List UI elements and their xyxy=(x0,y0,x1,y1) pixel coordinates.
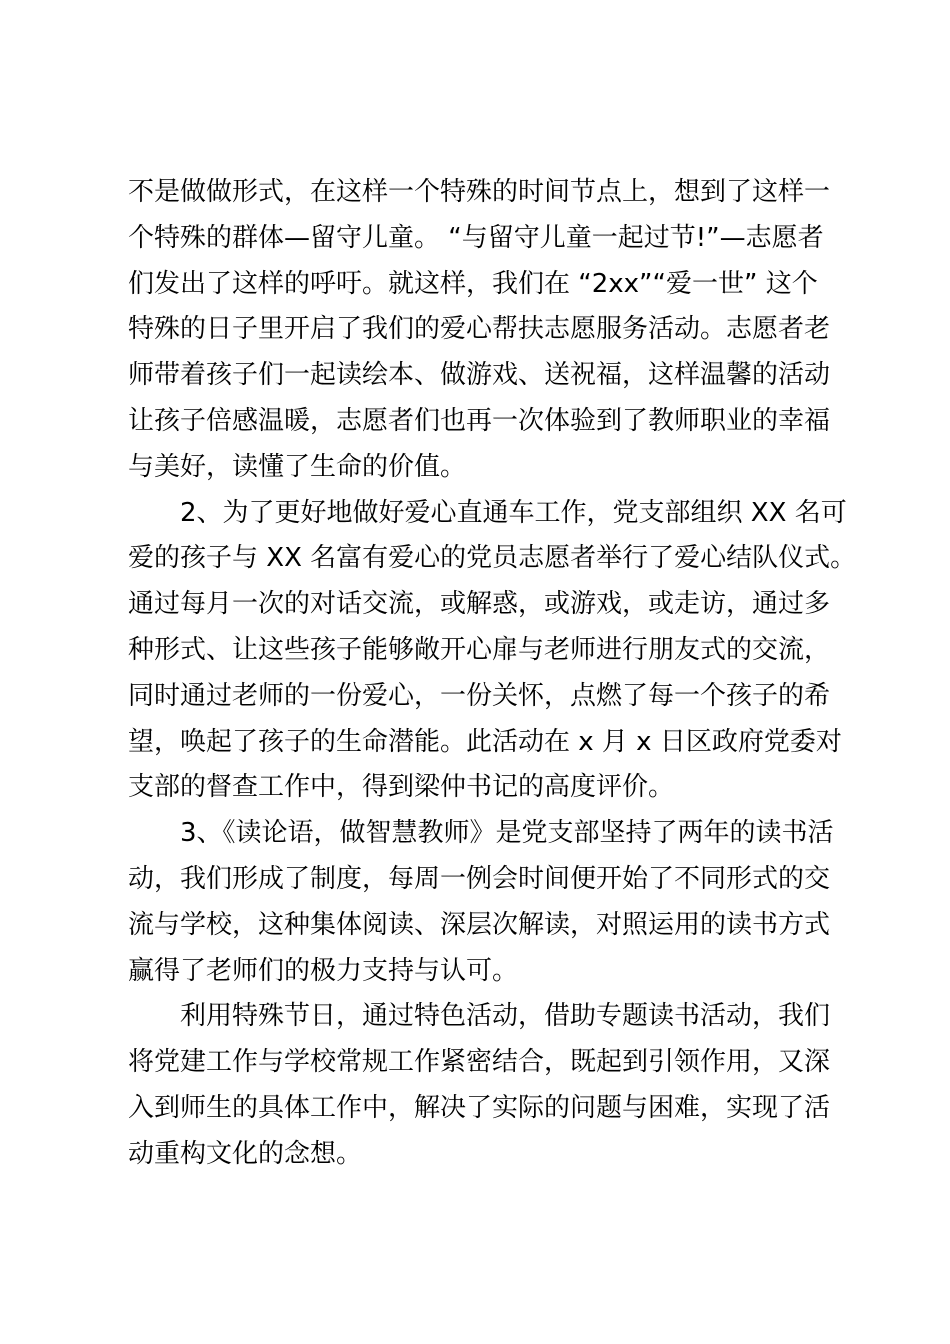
paragraph-summary xyxy=(128,994,848,1177)
body-text xyxy=(128,170,857,1178)
text-line: 流与学校，这种集体阅读、深层次解读，对照运用的读书方式 xyxy=(128,909,831,940)
text-line: 支部的督查工作中，得到梁仲书记的高度评价。 xyxy=(128,772,675,803)
text-line: 赢得了老师们的极力支持与认可。 xyxy=(128,955,519,986)
paragraph-item-3 xyxy=(128,811,848,994)
text-line: 个特殊的群体—留守儿童。 “与留守儿童一起过节!”—志愿者 xyxy=(128,222,824,253)
text-line: 种形式、让这些孩子能够敞开心扉与老师进行朋友式的交流， xyxy=(128,634,831,665)
paragraph-item-2 xyxy=(128,491,857,812)
text-line: 特殊的日子里开启了我们的爱心帮扶志愿服务活动。志愿者老 xyxy=(128,314,831,345)
text-line: 师带着孩子们一起读绘本、做游戏、送祝福，这样温馨的活动 xyxy=(128,360,831,391)
text-line: 不是做做形式，在这样一个特殊的时间节点上，想到了这样一 xyxy=(128,177,831,207)
text-line: 将党建工作与学校常规工作紧密结合，既起到引领作用，又深 xyxy=(128,1047,831,1078)
text-line: 动重构文化的念想。 xyxy=(128,1138,363,1169)
text-line: 们发出了这样的呼吁。就这样，我们在 “2xx”“爱一世” 这个 xyxy=(128,268,818,299)
text-line: 入到师生的具体工作中，解决了实际的问题与困难，实现了活 xyxy=(128,1092,831,1123)
text-line: 动，我们形成了制度，每周一例会时间便开始了不同形式的交 xyxy=(128,863,831,894)
text-line: 同时通过老师的一份爱心，一份关怀，点燃了每一个孩子的希 xyxy=(128,680,831,711)
text-line: 利用特殊节日，通过特色活动，借助专题读书活动，我们 xyxy=(180,1001,831,1032)
text-line: 让孩子倍感温暖，志愿者们也再一次体验到了教师职业的幸福 xyxy=(128,405,831,436)
text-line: 2、为了更好地做好爱心直通车工作，党支部组织 XX 名可 xyxy=(180,497,847,528)
text-line: 3、《读论语，做智慧教师》是党支部坚持了两年的读书活 xyxy=(180,818,834,849)
text-line: 与美好，读懂了生命的价值。 xyxy=(128,451,467,482)
text-line: 望，唤起了孩子的生命潜能。此活动在 x 月 x 日区政府党委对 xyxy=(128,726,842,757)
paragraph-continuation xyxy=(128,170,848,491)
text-line: 爱的孩子与 XX 名富有爱心的党员志愿者举行了爱心结队仪式。 xyxy=(128,543,857,574)
text-line: 通过每月一次的对话交流，或解惑，或游戏，或走访，通过多 xyxy=(128,589,831,620)
